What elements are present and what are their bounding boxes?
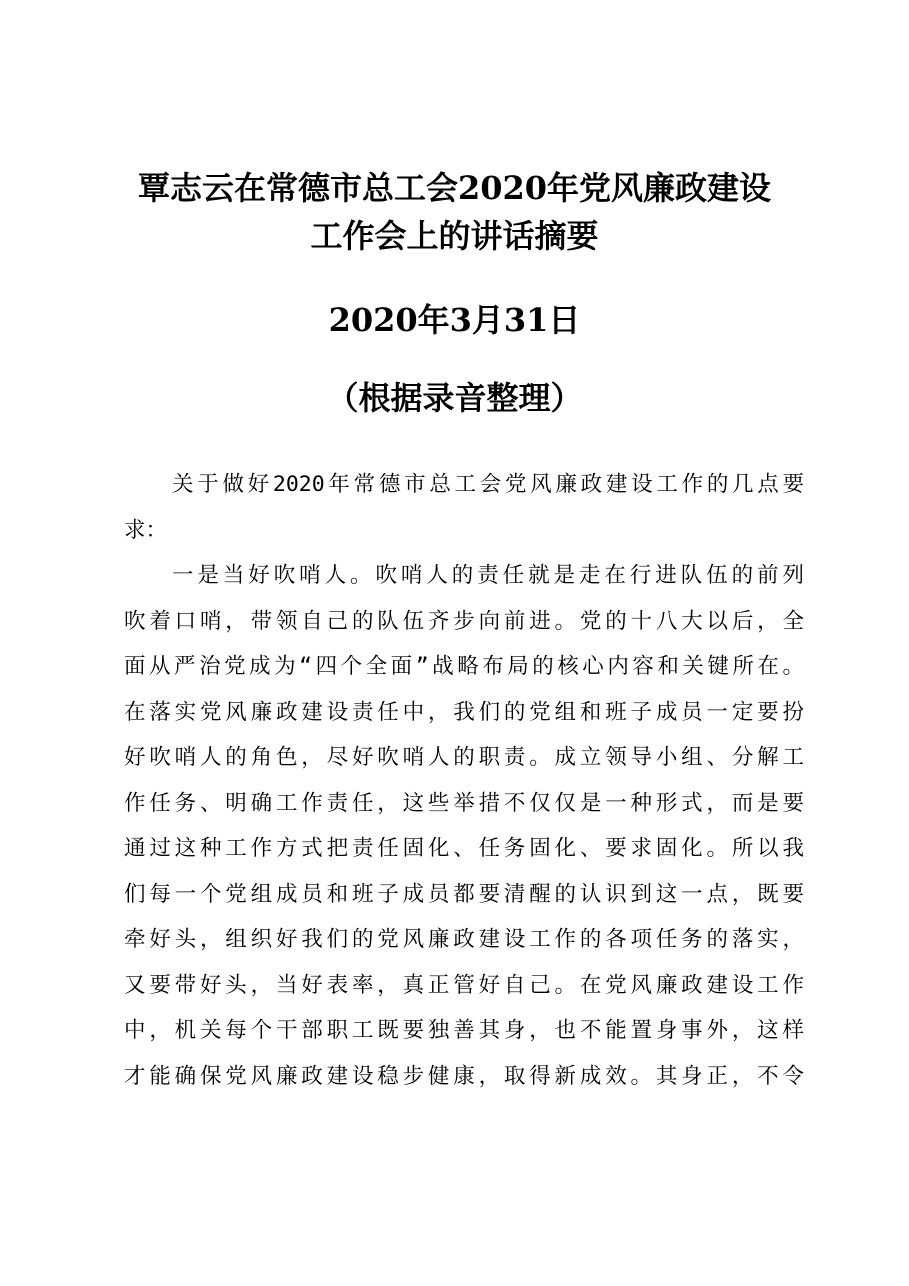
body-line: 作任务、明确工作责任，这些举措不仅仅是一种形式，而是要 <box>124 790 804 816</box>
body-line: 在落实党风廉政建设责任中，我们的党组和班子成员一定要扮 <box>124 699 804 725</box>
document-title-line-2: 工作会上的讲话摘要 <box>310 217 599 255</box>
body-line: 吹着口哨，带领自己的队伍齐步向前进。党的十八大以后，全 <box>124 608 804 634</box>
document-date: 2020年3月31日 <box>328 301 581 339</box>
body-line: 们每一个党组成员和班子成员都要清醒的认识到这一点，既要 <box>124 881 804 907</box>
body-line: 求： <box>124 517 168 543</box>
body-line: 通过这种工作方式把责任固化、任务固化、要求固化。所以我 <box>124 836 804 861</box>
document-title-line-1: 覃志云在常德市总工会2020年党风廉政建设 <box>137 169 772 207</box>
body-line: 面从严治党成为“四个全面”战略布局的核心内容和关键所在。 <box>124 654 804 679</box>
body-line: 一是当好吹哨人。吹哨人的责任就是走在行进队伍的前列 <box>172 563 804 588</box>
body-line: 中，机关每个干部职工既要独善其身，也不能置身事外，这样 <box>124 1018 804 1043</box>
body-line: 好吹哨人的角色，尽好吹哨人的职责。成立领导小组、分解工 <box>124 745 804 770</box>
body-line: 关于做好2020年常德市总工会党风廉政建设工作的几点要 <box>172 472 804 497</box>
body-line: 又要带好头，当好表率，真正管好自己。在党风廉政建设工作 <box>124 972 804 998</box>
document-body <box>124 462 804 1099</box>
body-line: 才能确保党风廉政建设稳步健康，取得新成效。其身正，不令 <box>124 1063 804 1089</box>
body-line: 牵好头，组织好我们的党风廉政建设工作的各项任务的落实， <box>124 927 804 952</box>
document-note: （根据录音整理） <box>326 379 583 417</box>
